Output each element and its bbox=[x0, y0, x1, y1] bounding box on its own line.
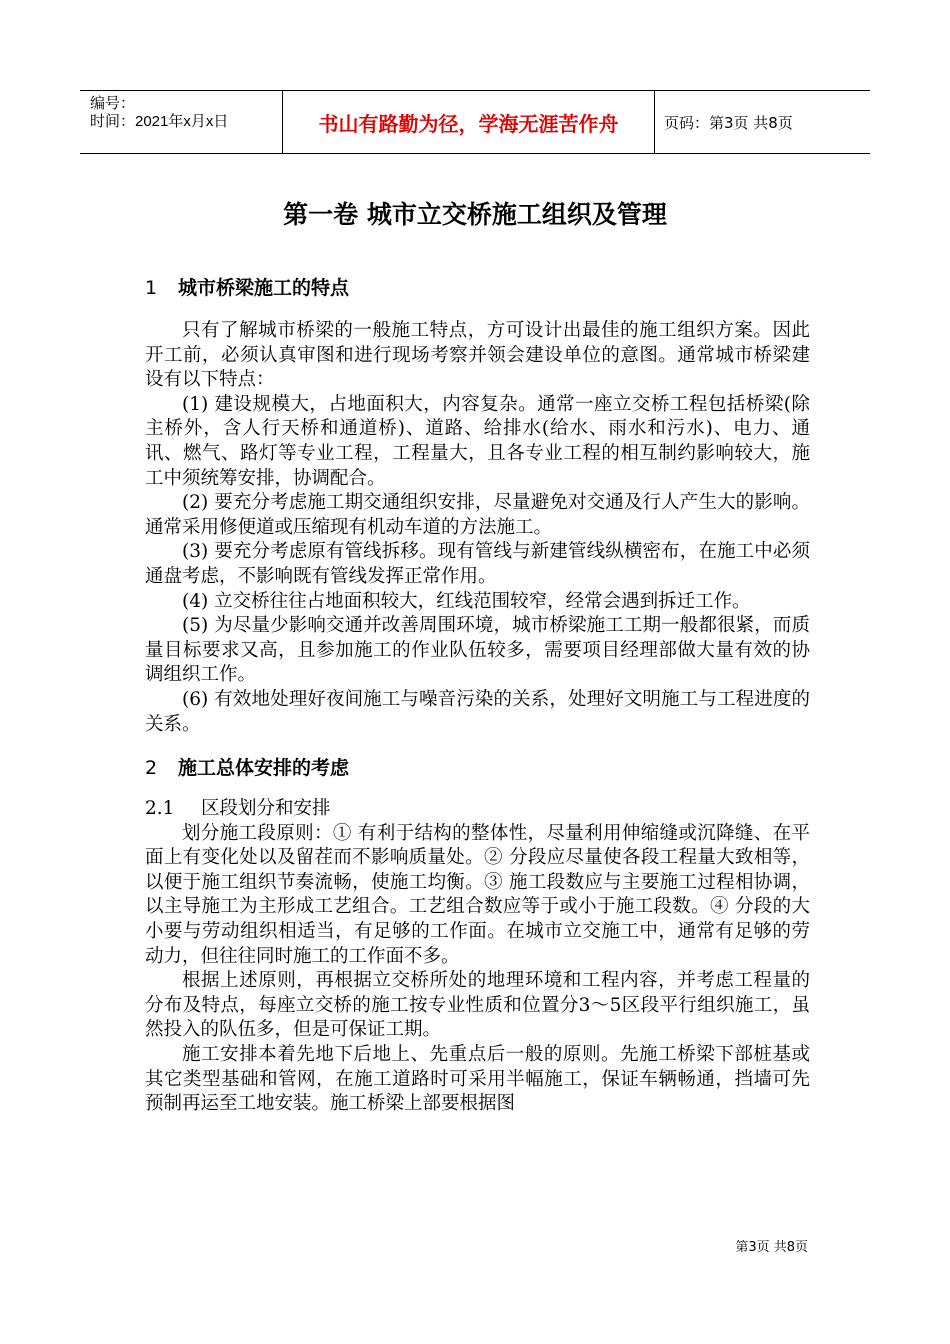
header-page-info: 页码：第3页 共8页 bbox=[664, 113, 793, 132]
section-number: 2 bbox=[145, 757, 158, 780]
page-footer: 第3页 共8页 bbox=[735, 1240, 808, 1255]
header-meta bbox=[90, 95, 228, 131]
section-title: 城市桥梁施工的特点 bbox=[178, 277, 350, 299]
header-divider bbox=[654, 91, 655, 153]
document-number-label: 编号： bbox=[90, 95, 136, 112]
section-heading bbox=[145, 755, 810, 781]
paragraph: 根据上述原则，再根据立交桥所处的地理环境和工程内容，并考虑工程量的分布及特点，每座立交桥的施工按专业性质和位置分3～5区段平行组织施工，虽然投入的队伍多，但是可保证工期。 bbox=[145, 970, 810, 1041]
header-motto: 书山有路勤为径，学海无涯苦作舟 bbox=[318, 111, 619, 136]
section-title: 施工总体安排的考虑 bbox=[178, 757, 350, 780]
paragraph: 划分施工段原则：① 有利于结构的整体性，尽量利用伸缩缝或沉降缝、在平面上有变化处以及留茬而不影响质量处。② 分段应尽量使各段工程量大致相等，以便于施工组织节奏流畅，使施工均衡。③ 施工段数应与主要施工过程相协调，以主导施工为主形成工艺组合。工艺组合数应等于或小于施工段数。④ 分段的大小要与劳动组织相适当，有足够的工作面。在城市立交施工中，通常有足够的劳动力，但往往同时施工的工作面不多。 bbox=[145, 822, 810, 967]
paragraph: (4) 立交桥往往占地面积较大，红线范围较窄，经常会遇到拆迁工作。 bbox=[182, 590, 751, 612]
paragraph: (6) 有效地处理好夜间施工与噪音污染的关系，处理好文明施工与工程进度的关系。 bbox=[145, 688, 810, 735]
subsection-number: 2.1 bbox=[145, 798, 175, 820]
section-heading bbox=[145, 275, 810, 301]
section-number: 1 bbox=[145, 277, 158, 299]
page-header bbox=[80, 90, 870, 154]
paragraph: (1) 建设规模大，占地面积大，内容复杂。通常一座立交桥工程包括桥梁(除主桥外，含人行天桥和通道桥)、道路、给排水(给水、雨水和污水)、电力、通讯、燃气、路灯等专业工程，工程量大，且各专业工程的相互制约影响较大，施工中须统筹安排，协调配合。 bbox=[145, 393, 810, 489]
paragraph: 只有了解城市桥梁的一般施工特点，方可设计出最佳的施工组织方案。因此开工前，必须认真审图和进行现场考察并领会建设单位的意图。通常城市桥梁建设有以下特点： bbox=[145, 320, 810, 391]
document-time-label: 时间：2021年x月x日 bbox=[90, 113, 229, 130]
subsection-heading bbox=[145, 797, 810, 822]
subsection-title: 区段划分和安排 bbox=[201, 798, 331, 820]
paragraph: 施工安排本着先地下后地上、先重点后一般的原则。先施工桥梁下部桩基或其它类型基础和管网，在施工道路时可采用半幅施工，保证车辆畅通，挡墙可先预制再运至工地安装。施工桥梁上部要根据图 bbox=[145, 1044, 810, 1115]
paragraph: (5) 为尽量少影响交通并改善周围环境，城市桥梁施工工期一般都很紧，而质量目标要求又高，且参加施工的作业队伍较多，需要项目经理部做大量有效的协调组织工作。 bbox=[145, 615, 810, 686]
document-title: 第一卷 城市立交桥施工组织及管理 bbox=[283, 200, 667, 229]
paragraph: (2) 要充分考虑施工期交通组织安排，尽量避免对交通及行人产生大的影响。通常采用修便道或压缩现有机动车道的方法施工。 bbox=[145, 492, 810, 538]
paragraph: (3) 要充分考虑原有管线拆移。现有管线与新建管线纵横密布，在施工中必须通盘考虑，不影响既有管线发挥正常作用。 bbox=[145, 541, 810, 587]
document-body bbox=[145, 275, 810, 1117]
